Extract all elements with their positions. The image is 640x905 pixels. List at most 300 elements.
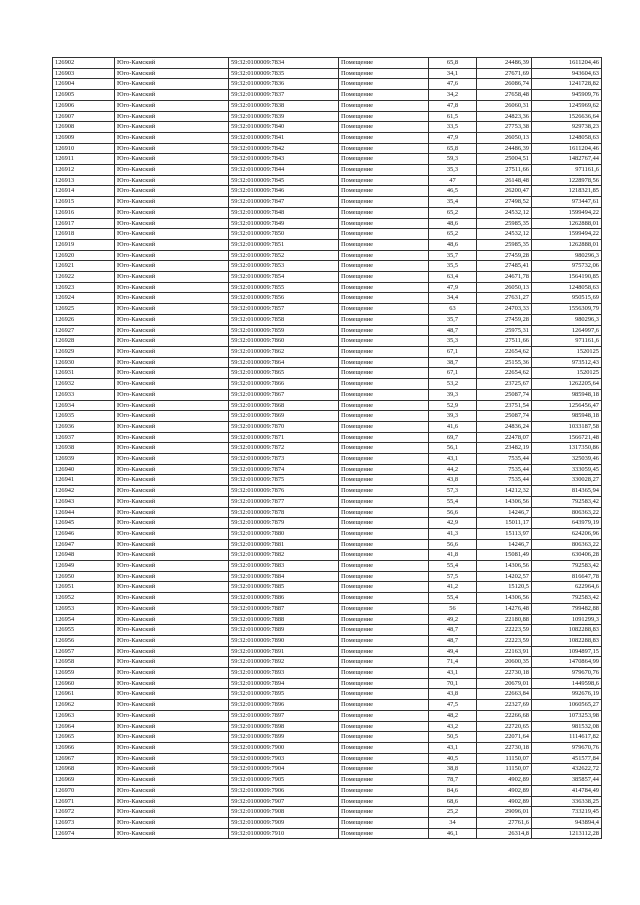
cell-price-per-m2: 14276,48 (477, 603, 532, 614)
cell-district: Юго-Камский (115, 379, 229, 390)
cell-type: Помещение (339, 207, 429, 218)
cell-cadastral-number: 59:32:0100009:7851 (229, 239, 339, 250)
table-row (53, 79, 602, 90)
cell-total: 971161,6 (532, 336, 602, 347)
cell-id: 126965 (53, 732, 115, 743)
cell-district: Юго-Камский (115, 753, 229, 764)
cell-price-per-m2: 25985,35 (477, 239, 532, 250)
cell-district: Юго-Камский (115, 154, 229, 165)
cell-id: 126939 (53, 454, 115, 465)
cell-type: Помещение (339, 635, 429, 646)
cell-cadastral-number: 59:32:0100009:7853 (229, 261, 339, 272)
cell-total: 1245969,62 (532, 100, 602, 111)
cell-price-per-m2: 26200,47 (477, 186, 532, 197)
cell-price-per-m2: 27631,27 (477, 293, 532, 304)
cell-id: 126925 (53, 304, 115, 315)
cell-cadastral-number: 59:32:0100009:7838 (229, 100, 339, 111)
cell-type: Помещение (339, 90, 429, 101)
cell-cadastral-number: 59:32:0100009:7880 (229, 528, 339, 539)
cell-area: 42,9 (429, 518, 477, 529)
cell-total: 980296,3 (532, 250, 602, 261)
cell-type: Помещение (339, 100, 429, 111)
cell-id: 126916 (53, 207, 115, 218)
cell-type: Помещение (339, 753, 429, 764)
table-row (53, 464, 602, 475)
cell-cadastral-number: 59:32:0100009:7839 (229, 111, 339, 122)
cell-type: Помещение (339, 68, 429, 79)
cell-cadastral-number: 59:32:0100009:7871 (229, 432, 339, 443)
cell-type: Помещение (339, 325, 429, 336)
cell-price-per-m2: 26050,13 (477, 132, 532, 143)
table-row (53, 817, 602, 828)
cell-area: 46,1 (429, 828, 477, 839)
cell-id: 126931 (53, 368, 115, 379)
cell-cadastral-number: 59:32:0100009:7868 (229, 400, 339, 411)
cell-cadastral-number: 59:32:0100009:7840 (229, 122, 339, 133)
table-row (53, 550, 602, 561)
cell-price-per-m2: 7535,44 (477, 475, 532, 486)
cell-area: 84,6 (429, 785, 477, 796)
registry-table-body (53, 58, 602, 839)
cell-area: 63 (429, 304, 477, 315)
cell-district: Юго-Камский (115, 143, 229, 154)
table-row (53, 796, 602, 807)
cell-id: 126906 (53, 100, 115, 111)
cell-district: Юго-Камский (115, 764, 229, 775)
cell-price-per-m2: 27753,38 (477, 122, 532, 133)
cell-cadastral-number: 59:32:0100009:7835 (229, 68, 339, 79)
table-row (53, 165, 602, 176)
cell-price-per-m2: 4902,89 (477, 785, 532, 796)
cell-price-per-m2: 22163,91 (477, 646, 532, 657)
cell-price-per-m2: 22223,59 (477, 635, 532, 646)
table-row (53, 197, 602, 208)
cell-cadastral-number: 59:32:0100009:7903 (229, 753, 339, 764)
cell-area: 38,8 (429, 764, 477, 775)
cell-id: 126948 (53, 550, 115, 561)
cell-area: 43,1 (429, 668, 477, 679)
table-row (53, 700, 602, 711)
cell-id: 126969 (53, 775, 115, 786)
table-row (53, 486, 602, 497)
cell-district: Юго-Камский (115, 657, 229, 668)
table-row (53, 218, 602, 229)
cell-cadastral-number: 59:32:0100009:7889 (229, 625, 339, 636)
cell-price-per-m2: 26314,8 (477, 828, 532, 839)
table-row (53, 154, 602, 165)
cell-price-per-m2: 24486,39 (477, 143, 532, 154)
table-row (53, 753, 602, 764)
cell-price-per-m2: 23482,19 (477, 443, 532, 454)
cell-type: Помещение (339, 496, 429, 507)
table-row (53, 132, 602, 143)
cell-price-per-m2: 24836,24 (477, 421, 532, 432)
cell-area: 53,2 (429, 379, 477, 390)
cell-district: Юго-Камский (115, 175, 229, 186)
cell-total: 981532,08 (532, 721, 602, 732)
cell-district: Юго-Камский (115, 261, 229, 272)
table-row (53, 625, 602, 636)
cell-type: Помещение (339, 668, 429, 679)
cell-id: 126909 (53, 132, 115, 143)
cell-area: 44,2 (429, 464, 477, 475)
cell-district: Юго-Камский (115, 314, 229, 325)
cell-id: 126908 (53, 122, 115, 133)
cell-type: Помещение (339, 132, 429, 143)
cell-price-per-m2: 27459,28 (477, 250, 532, 261)
cell-id: 126923 (53, 282, 115, 293)
cell-price-per-m2: 22180,88 (477, 614, 532, 625)
cell-price-per-m2: 14212,32 (477, 486, 532, 497)
cell-type: Помещение (339, 154, 429, 165)
cell-id: 126962 (53, 700, 115, 711)
cell-area: 67,1 (429, 368, 477, 379)
cell-type: Помещение (339, 700, 429, 711)
cell-total: 975732,06 (532, 261, 602, 272)
cell-price-per-m2: 15120,5 (477, 582, 532, 593)
cell-id: 126945 (53, 518, 115, 529)
cell-price-per-m2: 27459,28 (477, 314, 532, 325)
cell-total: 432622,72 (532, 764, 602, 775)
cell-district: Юго-Камский (115, 486, 229, 497)
cell-district: Юго-Камский (115, 207, 229, 218)
cell-id: 126933 (53, 389, 115, 400)
cell-cadastral-number: 59:32:0100009:7867 (229, 389, 339, 400)
cell-area: 43,1 (429, 454, 477, 465)
cell-district: Юго-Камский (115, 518, 229, 529)
cell-id: 126946 (53, 528, 115, 539)
cell-price-per-m2: 26050,13 (477, 282, 532, 293)
table-row (53, 207, 602, 218)
cell-district: Юго-Камский (115, 368, 229, 379)
cell-type: Помещение (339, 507, 429, 518)
table-row (53, 58, 602, 69)
cell-cadastral-number: 59:32:0100009:7859 (229, 325, 339, 336)
cell-price-per-m2: 25087,74 (477, 411, 532, 422)
cell-district: Юго-Камский (115, 122, 229, 133)
cell-area: 55,4 (429, 496, 477, 507)
cell-cadastral-number: 59:32:0100009:7874 (229, 464, 339, 475)
cell-area: 69,7 (429, 432, 477, 443)
cell-cadastral-number: 59:32:0100009:7836 (229, 79, 339, 90)
cell-type: Помещение (339, 186, 429, 197)
cell-id: 126963 (53, 710, 115, 721)
cell-price-per-m2: 26148,48 (477, 175, 532, 186)
cell-id: 126917 (53, 218, 115, 229)
table-row (53, 561, 602, 572)
table-row (53, 635, 602, 646)
cell-type: Помещение (339, 475, 429, 486)
cell-area: 49,2 (429, 614, 477, 625)
cell-type: Помещение (339, 603, 429, 614)
cell-price-per-m2: 22654,62 (477, 346, 532, 357)
table-row (53, 828, 602, 839)
cell-area: 78,7 (429, 775, 477, 786)
table-row (53, 368, 602, 379)
cell-id: 126932 (53, 379, 115, 390)
cell-cadastral-number: 59:32:0100009:7856 (229, 293, 339, 304)
cell-cadastral-number: 59:32:0100009:7898 (229, 721, 339, 732)
cell-cadastral-number: 59:32:0100009:7849 (229, 218, 339, 229)
cell-id: 126937 (53, 432, 115, 443)
table-row (53, 785, 602, 796)
cell-district: Юго-Камский (115, 111, 229, 122)
cell-district: Юго-Камский (115, 571, 229, 582)
cell-area: 71,4 (429, 657, 477, 668)
cell-type: Помещение (339, 111, 429, 122)
cell-district: Юго-Камский (115, 593, 229, 604)
cell-area: 34,1 (429, 68, 477, 79)
cell-district: Юго-Камский (115, 785, 229, 796)
cell-cadastral-number: 59:32:0100009:7873 (229, 454, 339, 465)
table-row (53, 743, 602, 754)
cell-total: 733219,45 (532, 807, 602, 818)
cell-cadastral-number: 59:32:0100009:7896 (229, 700, 339, 711)
cell-district: Юго-Камский (115, 421, 229, 432)
cell-type: Помещение (339, 721, 429, 732)
cell-price-per-m2: 22730,18 (477, 743, 532, 754)
cell-id: 126971 (53, 796, 115, 807)
cell-total: 1091299,3 (532, 614, 602, 625)
cell-id: 126942 (53, 486, 115, 497)
cell-type: Помещение (339, 432, 429, 443)
cell-total: 1482767,44 (532, 154, 602, 165)
cell-id: 126935 (53, 411, 115, 422)
cell-total: 1526636,64 (532, 111, 602, 122)
cell-area: 47,9 (429, 282, 477, 293)
cell-total: 1248058,63 (532, 282, 602, 293)
table-row (53, 261, 602, 272)
cell-area: 70,1 (429, 678, 477, 689)
cell-area: 57,5 (429, 571, 477, 582)
cell-cadastral-number: 59:32:0100009:7844 (229, 165, 339, 176)
cell-total: 1262888,01 (532, 218, 602, 229)
cell-area: 43,1 (429, 743, 477, 754)
table-row (53, 293, 602, 304)
cell-cadastral-number: 59:32:0100009:7847 (229, 197, 339, 208)
cell-cadastral-number: 59:32:0100009:7875 (229, 475, 339, 486)
cell-area: 56,1 (429, 443, 477, 454)
cell-district: Юго-Камский (115, 710, 229, 721)
cell-total: 414784,49 (532, 785, 602, 796)
cell-district: Юго-Камский (115, 507, 229, 518)
cell-area: 48,7 (429, 635, 477, 646)
cell-total: 1611204,46 (532, 58, 602, 69)
cell-total: 1114617,82 (532, 732, 602, 743)
cell-district: Юго-Камский (115, 700, 229, 711)
cell-type: Помещение (339, 175, 429, 186)
table-row (53, 528, 602, 539)
cell-id: 126952 (53, 593, 115, 604)
cell-area: 56,6 (429, 539, 477, 550)
cell-district: Юго-Камский (115, 475, 229, 486)
cell-type: Помещение (339, 710, 429, 721)
cell-id: 126958 (53, 657, 115, 668)
cell-cadastral-number: 59:32:0100009:7846 (229, 186, 339, 197)
cell-price-per-m2: 25004,51 (477, 154, 532, 165)
cell-price-per-m2: 24823,36 (477, 111, 532, 122)
cell-total: 1213112,28 (532, 828, 602, 839)
cell-cadastral-number: 59:32:0100009:7900 (229, 743, 339, 754)
cell-district: Юго-Камский (115, 539, 229, 550)
cell-type: Помещение (339, 197, 429, 208)
cell-type: Помещение (339, 165, 429, 176)
cell-id: 126918 (53, 229, 115, 240)
cell-price-per-m2: 15081,49 (477, 550, 532, 561)
table-row (53, 721, 602, 732)
cell-cadastral-number: 59:32:0100009:7869 (229, 411, 339, 422)
table-row (53, 389, 602, 400)
table-row (53, 807, 602, 818)
cell-type: Помещение (339, 122, 429, 133)
cell-cadastral-number: 59:32:0100009:7887 (229, 603, 339, 614)
cell-total: 1262888,01 (532, 239, 602, 250)
cell-area: 67,1 (429, 346, 477, 357)
cell-cadastral-number: 59:32:0100009:7884 (229, 571, 339, 582)
cell-id: 126915 (53, 197, 115, 208)
table-row (53, 732, 602, 743)
cell-type: Помещение (339, 807, 429, 818)
cell-total: 325039,46 (532, 454, 602, 465)
cell-id: 126949 (53, 561, 115, 572)
cell-total: 336338,25 (532, 796, 602, 807)
cell-district: Юго-Камский (115, 635, 229, 646)
cell-id: 126914 (53, 186, 115, 197)
cell-id: 126904 (53, 79, 115, 90)
cell-district: Юго-Камский (115, 550, 229, 561)
cell-total: 622964,6 (532, 582, 602, 593)
table-row (53, 250, 602, 261)
table-row (53, 304, 602, 315)
cell-area: 25,2 (429, 807, 477, 818)
cell-type: Помещение (339, 454, 429, 465)
cell-price-per-m2: 24532,12 (477, 229, 532, 240)
cell-area: 39,3 (429, 389, 477, 400)
cell-district: Юго-Камский (115, 79, 229, 90)
cell-type: Помещение (339, 828, 429, 839)
cell-id: 126956 (53, 635, 115, 646)
cell-area: 40,5 (429, 753, 477, 764)
cell-id: 126913 (53, 175, 115, 186)
cell-total: 945909,76 (532, 90, 602, 101)
cell-id: 126903 (53, 68, 115, 79)
cell-total: 451577,84 (532, 753, 602, 764)
cell-district: Юго-Камский (115, 732, 229, 743)
cell-district: Юго-Камский (115, 58, 229, 69)
cell-cadastral-number: 59:32:0100009:7860 (229, 336, 339, 347)
cell-district: Юго-Камский (115, 561, 229, 572)
cell-price-per-m2: 15011,17 (477, 518, 532, 529)
cell-total: 1470864,99 (532, 657, 602, 668)
cell-price-per-m2: 26086,74 (477, 79, 532, 90)
cell-cadastral-number: 59:32:0100009:7850 (229, 229, 339, 240)
cell-district: Юго-Камский (115, 678, 229, 689)
cell-type: Помещение (339, 817, 429, 828)
cell-id: 126920 (53, 250, 115, 261)
cell-price-per-m2: 7535,44 (477, 464, 532, 475)
cell-cadastral-number: 59:32:0100009:7882 (229, 550, 339, 561)
cell-area: 47 (429, 175, 477, 186)
cell-cadastral-number: 59:32:0100009:7864 (229, 357, 339, 368)
cell-type: Помещение (339, 796, 429, 807)
cell-total: 630406,28 (532, 550, 602, 561)
cell-cadastral-number: 59:32:0100009:7891 (229, 646, 339, 657)
cell-district: Юго-Камский (115, 282, 229, 293)
cell-total: 943604,63 (532, 68, 602, 79)
table-row (53, 443, 602, 454)
cell-area: 48,6 (429, 218, 477, 229)
cell-district: Юго-Камский (115, 432, 229, 443)
cell-area: 65,2 (429, 229, 477, 240)
cell-area: 41,8 (429, 550, 477, 561)
cell-area: 34 (429, 817, 477, 828)
cell-type: Помещение (339, 346, 429, 357)
cell-area: 43,8 (429, 475, 477, 486)
table-row (53, 454, 602, 465)
cell-cadastral-number: 59:32:0100009:7905 (229, 775, 339, 786)
cell-type: Помещение (339, 732, 429, 743)
cell-type: Помещение (339, 261, 429, 272)
cell-district: Юго-Камский (115, 336, 229, 347)
table-row (53, 775, 602, 786)
cell-type: Помещение (339, 764, 429, 775)
cell-total: 971161,6 (532, 165, 602, 176)
table-row (53, 571, 602, 582)
cell-total: 624206,96 (532, 528, 602, 539)
cell-cadastral-number: 59:32:0100009:7886 (229, 593, 339, 604)
cell-total: 1520125 (532, 368, 602, 379)
cell-cadastral-number: 59:32:0100009:7872 (229, 443, 339, 454)
cell-id: 126902 (53, 58, 115, 69)
cell-cadastral-number: 59:32:0100009:7841 (229, 132, 339, 143)
cell-area: 65,8 (429, 58, 477, 69)
cell-district: Юго-Камский (115, 625, 229, 636)
registry-table (52, 57, 602, 839)
cell-district: Юго-Камский (115, 603, 229, 614)
cell-total: 333059,45 (532, 464, 602, 475)
cell-area: 47,8 (429, 100, 477, 111)
cell-price-per-m2: 22654,62 (477, 368, 532, 379)
cell-district: Юго-Камский (115, 721, 229, 732)
table-row (53, 239, 602, 250)
table-row (53, 346, 602, 357)
cell-price-per-m2: 27511,66 (477, 336, 532, 347)
cell-id: 126973 (53, 817, 115, 828)
cell-cadastral-number: 59:32:0100009:7852 (229, 250, 339, 261)
cell-total: 1033187,58 (532, 421, 602, 432)
cell-type: Помещение (339, 689, 429, 700)
cell-district: Юго-Камский (115, 132, 229, 143)
cell-cadastral-number: 59:32:0100009:7879 (229, 518, 339, 529)
cell-type: Помещение (339, 250, 429, 261)
cell-area: 34,2 (429, 90, 477, 101)
cell-id: 126924 (53, 293, 115, 304)
cell-district: Юго-Камский (115, 646, 229, 657)
cell-id: 126957 (53, 646, 115, 657)
cell-area: 55,4 (429, 561, 477, 572)
cell-total: 330028,27 (532, 475, 602, 486)
cell-area: 48,7 (429, 325, 477, 336)
cell-price-per-m2: 20600,35 (477, 657, 532, 668)
cell-type: Помещение (339, 539, 429, 550)
cell-price-per-m2: 27658,48 (477, 90, 532, 101)
table-row (53, 668, 602, 679)
cell-district: Юго-Камский (115, 828, 229, 839)
cell-cadastral-number: 59:32:0100009:7906 (229, 785, 339, 796)
cell-total: 1449598,6 (532, 678, 602, 689)
cell-total: 973512,43 (532, 357, 602, 368)
table-row (53, 68, 602, 79)
